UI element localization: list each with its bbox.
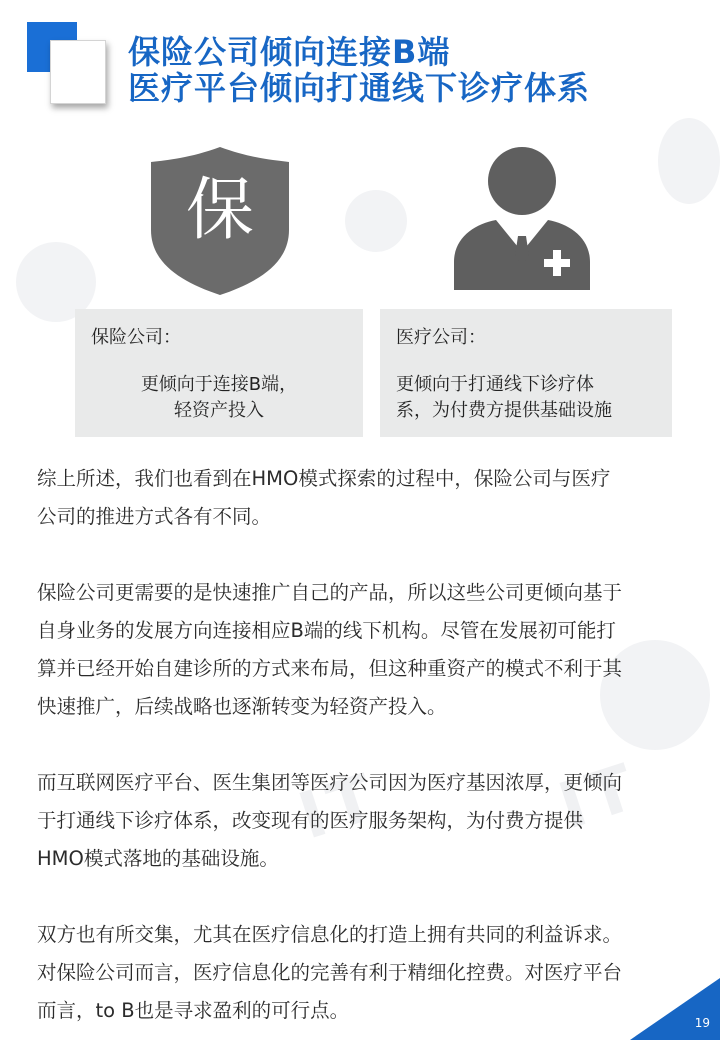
shield-character: 保 [185,171,255,250]
text-line: 而言，to B也是寻求盈利的可行点。 [37,999,350,1022]
paragraph-insurance [37,574,687,726]
watermark-circle [658,118,720,204]
text-line: HMO模式落地的基础设施。 [37,847,279,870]
paragraph-intersection [37,916,687,1030]
insurance-card-line: 更倾向于连接B端， [140,374,298,395]
page-number: 19 [694,1016,710,1030]
paragraph-medical [37,764,687,878]
watermark-mark: IT [550,749,649,845]
page-title [128,34,590,106]
body-text [37,460,687,1030]
title-line-2: 医疗平台倾向打通线下诊疗体系 [128,69,591,107]
header-logo-card [50,40,106,104]
insurance-card-line: 轻资产投入 [174,400,264,421]
text-line: 公司的推进方式各有不同。 [37,505,272,528]
text-line: 而互联网医疗平台、医生集团等医疗公司因为医疗基因浓厚，更倾向 [37,771,623,794]
text-line: 于打通线下诊疗体系，改变现有的医疗服务架构，为付费方提供 [37,809,584,832]
medical-card-description [396,372,658,424]
insurance-company-card [75,309,363,437]
text-line: 双方也有所交集，尤其在医疗信息化的打造上拥有共同的利益诉求。 [37,923,623,946]
watermark-mark: IT [290,759,389,855]
medical-card-line: 更倾向于打通线下诊疗体 [396,374,594,395]
text-line: 保险公司更需要的是快速推广自己的产品，所以这些公司更倾向基于 [37,581,623,604]
shield-icon [150,145,290,297]
text-line: 快速推广，后续战略也逐渐转变为轻资产投入。 [37,695,447,718]
watermark-circle [345,190,407,252]
text-line: 算并已经开始自建诊所的方式来布局，但这种重资产的模式不利于其 [37,657,623,680]
title-line-1: 保险公司倾向连接B端 [128,33,451,71]
medical-card-label: 医疗公司： [396,327,486,348]
paragraph-summary [37,460,687,536]
text-line: 综上所述，我们也看到在HMO模式探索的过程中，保险公司与医疗 [37,467,611,490]
text-line: 自身业务的发展方向连接相应B端的线下机构。尽管在发展初可能打 [37,619,616,642]
insurance-card-description [75,372,363,424]
medical-card-line: 系，为付费方提供基础设施 [396,400,612,421]
insurance-card-label: 保险公司： [91,327,181,348]
text-line: 对保险公司而言，医疗信息化的完善有利于精细化控费。对医疗平台 [37,961,623,984]
medical-company-card [380,309,672,437]
doctor-icon [452,144,592,292]
